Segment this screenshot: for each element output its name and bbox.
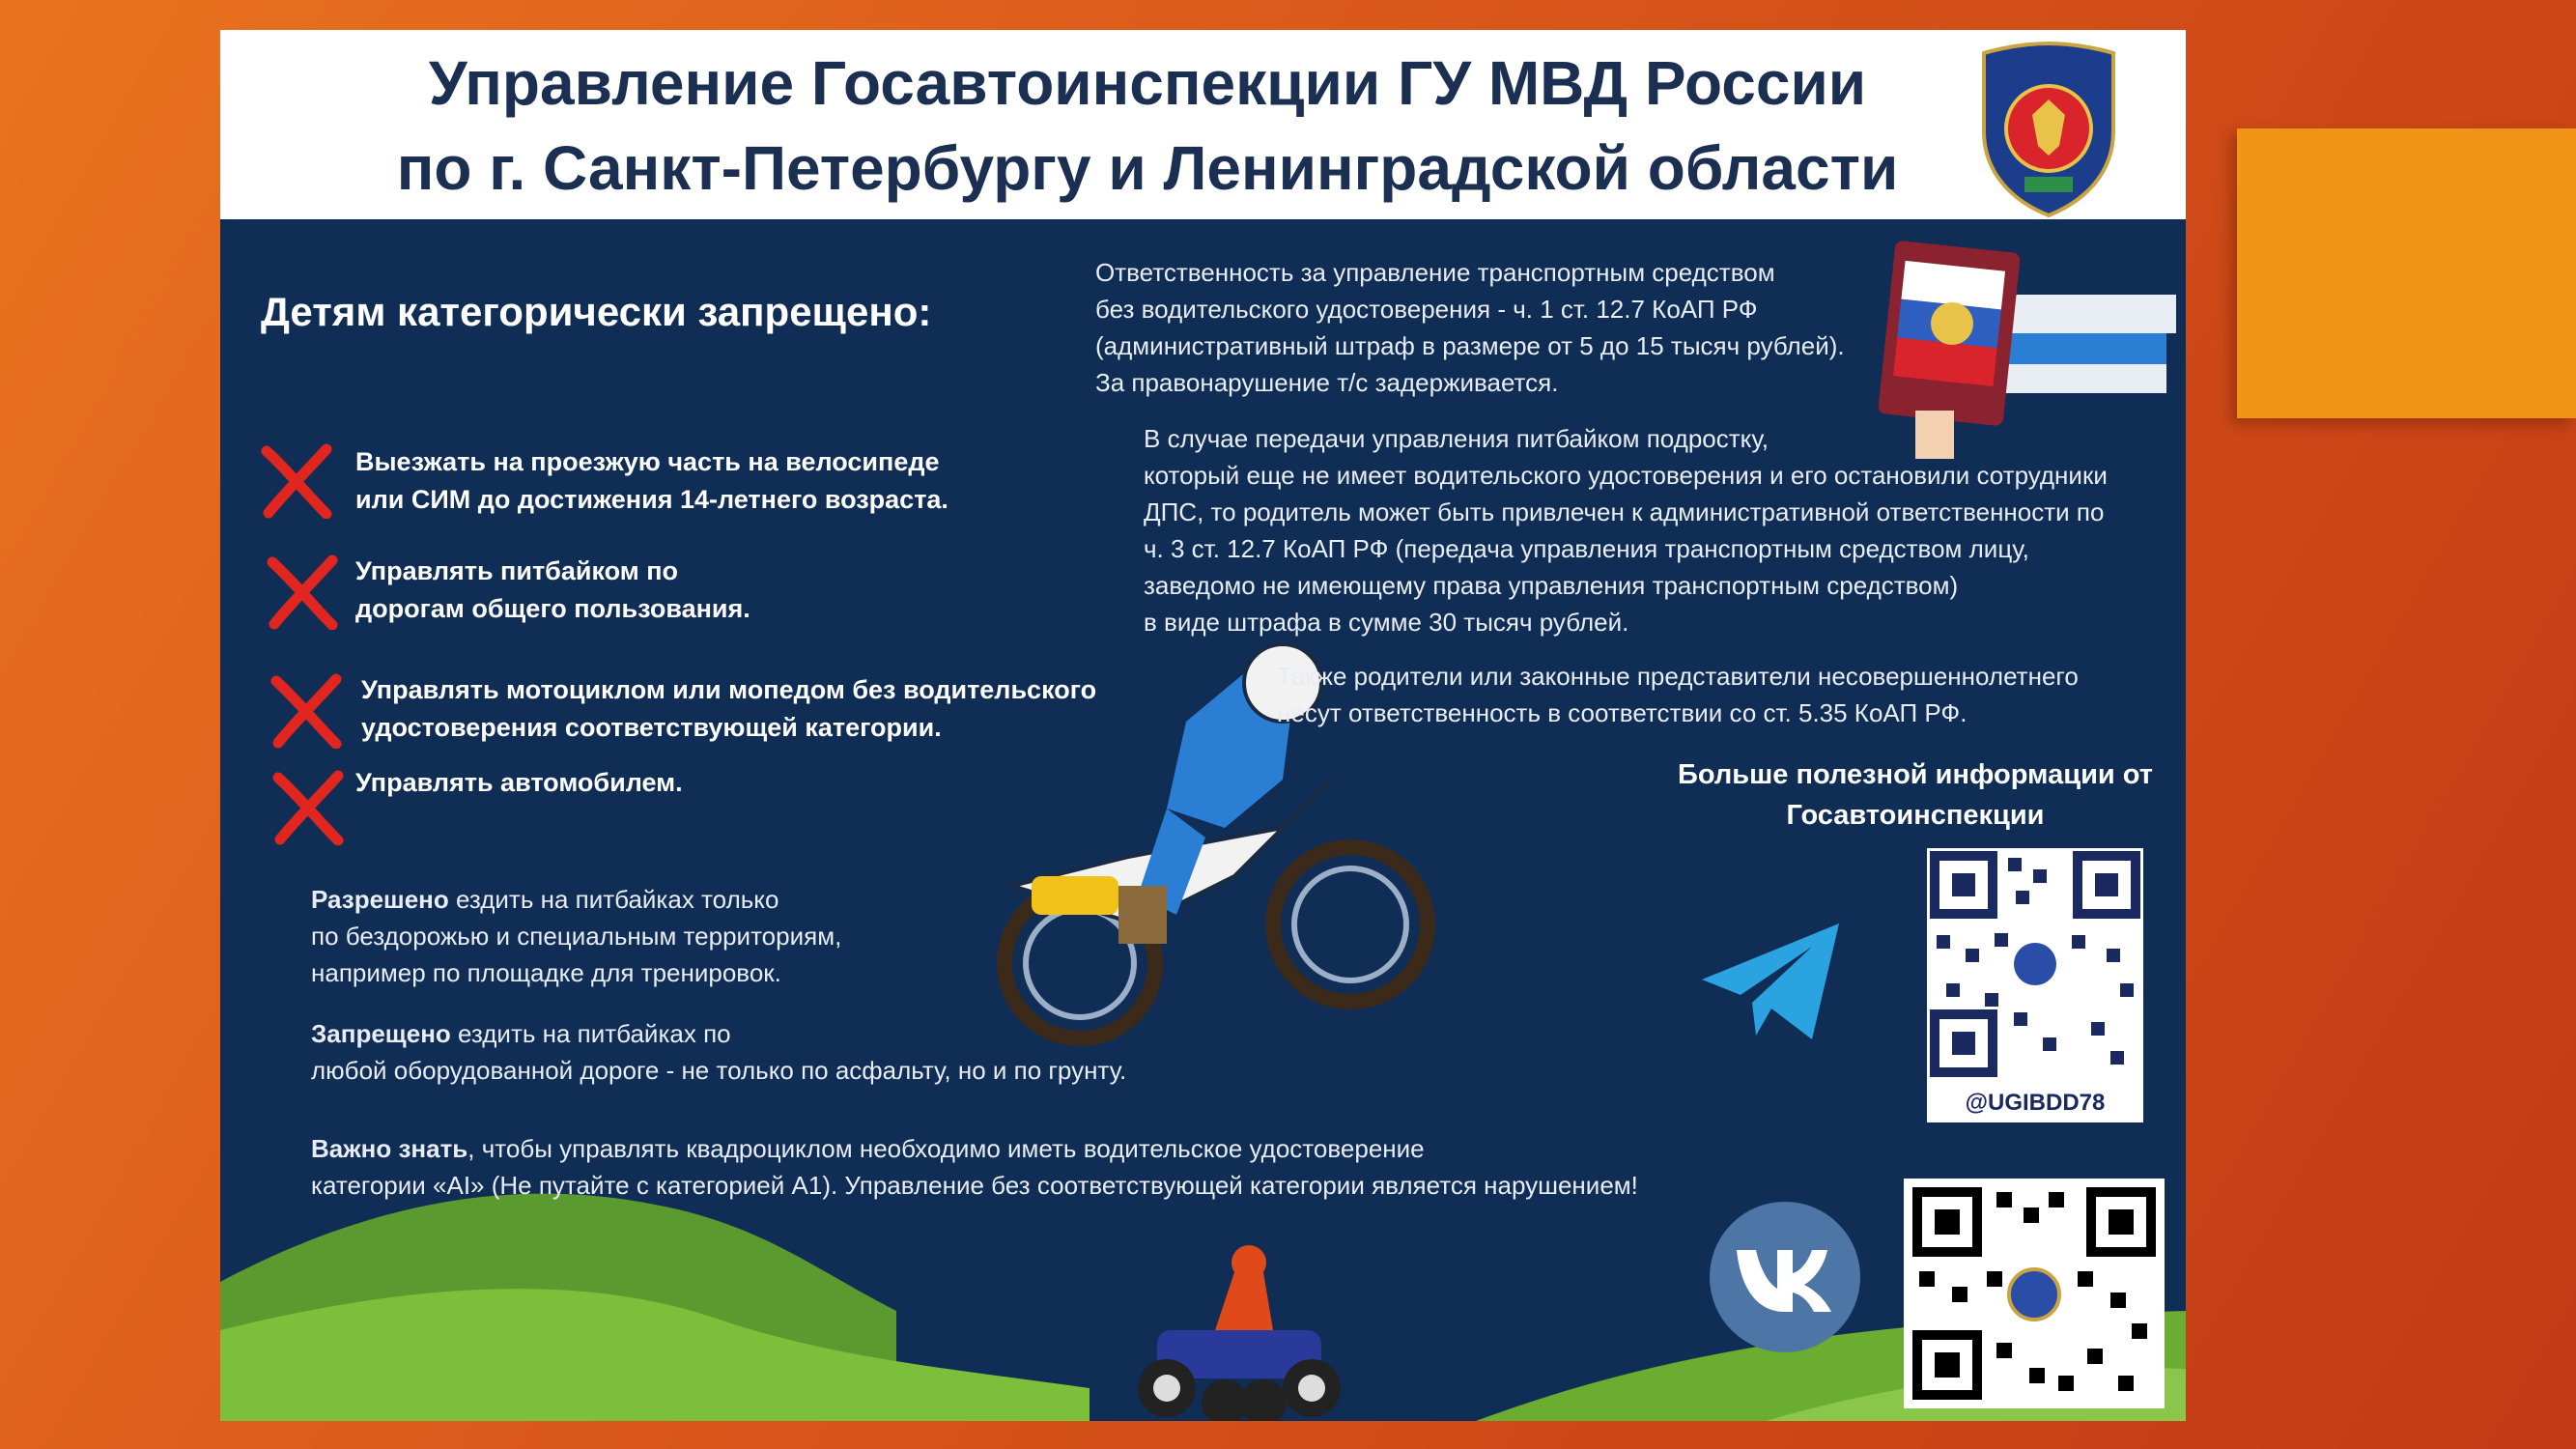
important-text: , чтобы управлять квадроциклом необходимо иметь водительское удостоверение [467, 1134, 1425, 1163]
red-x-icon [269, 671, 346, 749]
more-info-line: Госавтоинспекции [1786, 800, 2045, 831]
poster-content [220, 219, 2186, 1421]
poster-header [220, 30, 2186, 219]
forbidden-bold: Запрещено [311, 1019, 451, 1048]
title-line-1: Управление Госавтоинспекции ГУ МВД России [428, 48, 1867, 118]
vk-icon[interactable] [1708, 1200, 1862, 1354]
transfer-line: в виде штрафа в сумме 30 тысяч рублей. [1144, 608, 1629, 637]
slide-accent-block [2237, 128, 2576, 418]
rule-line: или СИМ до достижения 14-летнего возраста. [355, 485, 948, 514]
parents-line: несут ответственность в соответствии со ст. 5.35 КоАП РФ. [1277, 698, 1967, 727]
transfer-line: ДПС, то родитель может быть привлечен к административной ответственности по [1144, 497, 2105, 526]
allowed-text: ездить на питбайках только [448, 885, 779, 914]
red-x-icon [265, 553, 342, 630]
forbidden-text: ездить на питбайках по [450, 1019, 731, 1048]
liability-line: Ответственность за управление транспортным средством [1095, 258, 1775, 287]
more-info-line: Больше полезной информации от [1678, 759, 2153, 790]
forbidden-text: любой оборудованной дороге - не только по асфальту, но и по грунту. [311, 1056, 1127, 1085]
rule-item-car [355, 764, 683, 802]
atv-rider-illustration [1109, 1243, 1360, 1421]
title-line-2: по г. Санкт-Петербургу и Ленинградской области [396, 133, 1899, 203]
red-x-icon [270, 768, 348, 845]
rule-line: удостоверения соответствующей категории. [361, 713, 942, 742]
rule-line: Управлять питбайком по [355, 556, 679, 585]
qr-pattern [1927, 848, 2143, 1080]
parents-line: Также родители или законные представители несовершеннолетнего [1277, 662, 2079, 691]
allowed-paragraph [311, 881, 841, 991]
transfer-line: ч. 3 ст. 12.7 КоАП РФ (передача управления транспортным средством лицу, [1144, 534, 2029, 563]
rule-line: Управлять автомобилем. [355, 768, 683, 797]
rule-line: дорогам общего пользования. [355, 594, 750, 623]
rule-item-motorcycle [361, 671, 1096, 747]
telegram-icon[interactable] [1698, 920, 1843, 1045]
important-text: категории «AI» (Не путайте с категорией А1). Управление без соответствующей категории является нарушением! [311, 1171, 1638, 1200]
liability-line: За правонарушение т/с задерживается. [1095, 368, 1559, 397]
liability-line: (административный штраф в размере от 5 до 15 тысяч рублей). [1095, 331, 1845, 360]
qr-pattern [1904, 1179, 2165, 1408]
transfer-paragraph [1144, 420, 2108, 640]
liability-paragraph [1095, 254, 1845, 401]
rule-line: Выезжать на проезжую часть на велосипеде [355, 447, 940, 476]
telegram-handle: @UGIBDD78 [1965, 1090, 2106, 1116]
children-forbidden-heading: Детям категорически запрещено: [261, 289, 932, 334]
telegram-qr-code[interactable] [1927, 848, 2143, 1122]
parents-paragraph [1277, 658, 2079, 731]
rule-item-pitbike [355, 553, 750, 628]
allowed-text: по бездорожью и специальным территориям, [311, 922, 842, 951]
more-info-heading [1640, 754, 2186, 836]
rule-line: Управлять мотоциклом или мопедом без водительского [361, 675, 1097, 704]
vk-qr-code[interactable] [1904, 1179, 2165, 1408]
important-paragraph [311, 1130, 1638, 1204]
rule-item-bicycle [355, 443, 948, 519]
allowed-bold: Разрешено [311, 885, 449, 914]
transfer-line: заведомо не имеющему права управления транспортным средством) [1144, 571, 1959, 600]
transfer-line: который еще не имеет водительского удостоверения и его остановили сотрудники [1144, 461, 2108, 490]
allowed-text: например по площадке для тренировок. [311, 958, 781, 987]
liability-line: без водительского удостоверения - ч. 1 ст. 12.7 КоАП РФ [1095, 295, 1758, 324]
important-bold: Важно знать [311, 1134, 468, 1163]
transfer-line: В случае передачи управления питбайком подростку, [1144, 424, 1769, 453]
infographic-poster [220, 30, 2186, 1421]
red-x-icon [259, 441, 336, 519]
gai-emblem-icon [1976, 40, 2121, 218]
